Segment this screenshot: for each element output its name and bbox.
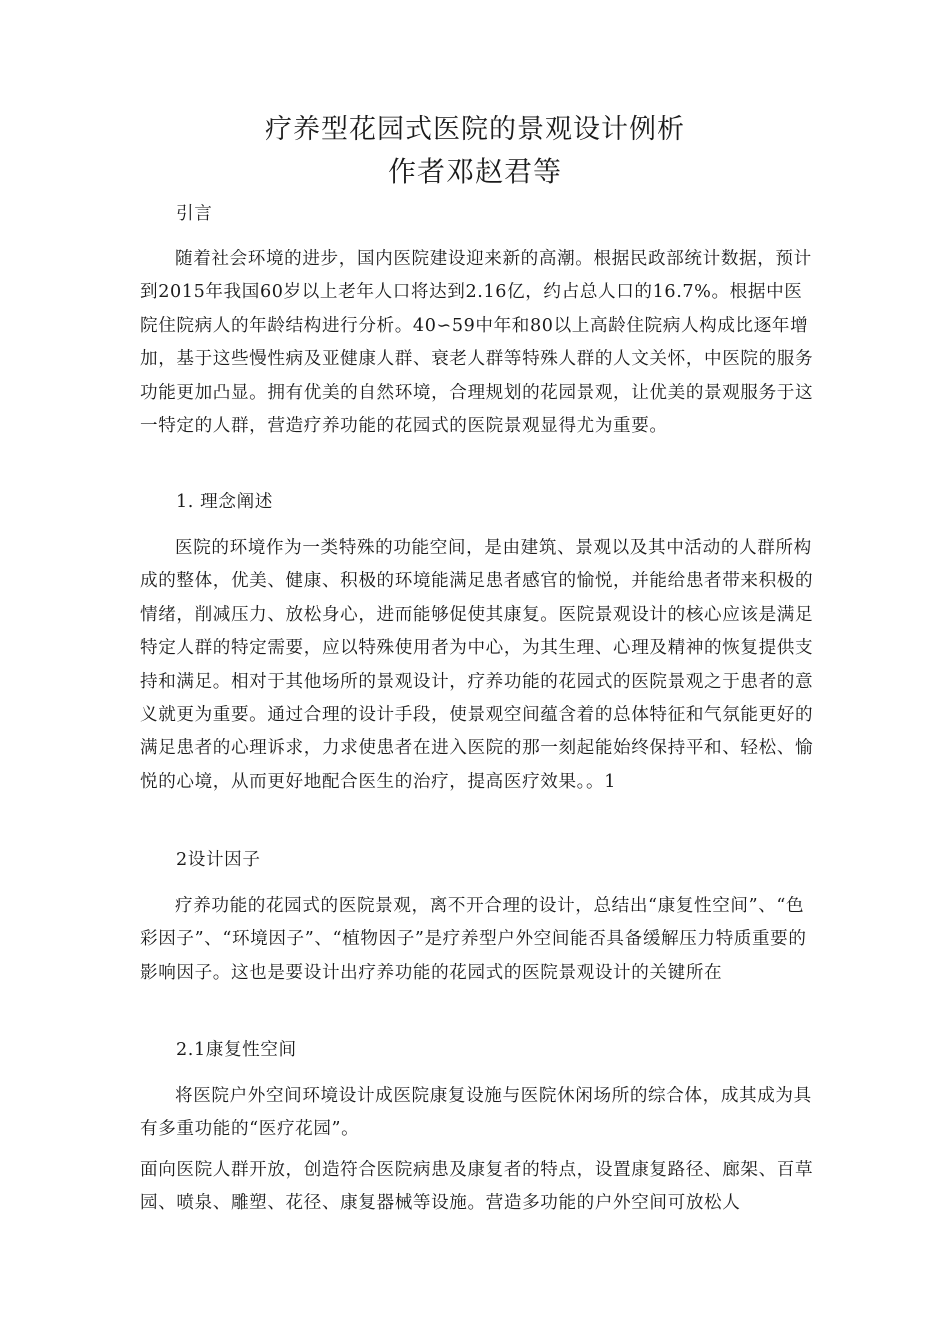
intro-heading: 引言 <box>176 204 213 224</box>
section-2-1-paragraph: 将医院户外空间环境设计成医院康复设施与医院休闲场所的综合体，成其成为具有多重功能的“医疗花园”。 <box>140 1086 812 1140</box>
section-1-heading: 1. 理念阐述 <box>176 492 273 512</box>
section-2-1-heading: 2.1康复性空间 <box>176 1040 297 1060</box>
section-2-heading: 2设计因子 <box>176 850 261 870</box>
section-1-paragraph: 医院的环境作为一类特殊的功能空间，是由建筑、景观以及其中活动的人群所构成的整体，优美、健康、积极的环境能满足患者感官的愉悦，并能给患者带来积极的情绪，削减压力、放松身心，进而能够促使其康复。医院景观设计的核心应该是满足特定人群的特定需要，应以特殊使用者为中心，为其生理、心理及精神的恢复提供支持和满足。相对于其他场所的景观设计，疗养功能的花园式的医院景观之于患者的意义就更为重要。通过合理的设计手段，使景观空间蕴含着的总体特征和气氛能更好的满足患者的心理诉求，力求使患者在进入医院的那一刻起能始终保持平和、轻松、愉悦的心境，从而更好地配合医生的治疗，提高医疗效果。。1 <box>140 538 814 792</box>
intro-paragraph: 随着社会环境的进步，国内医院建设迎来新的高潮。根据民政部统计数据，预计到2015年我国60岁以上老年人口将达到2.16亿，约占总人口的16.7%。根据中医院住院病人的年龄结构进行分析。40∽59中年和80以上高龄住院病人构成比逐年增加，基于这些慢性病及亚健康人群、衰老人群等特殊人群的人文关怀，中医院的服务功能更加凸显。拥有优美的自然环境，合理规划的花园景观，让优美的景观服务于这一特定的人群，营造疗养功能的花园式的医院景观显得尤为重要。 <box>140 249 814 437</box>
section-2-paragraph: 疗养功能的花园式的医院景观，离不开合理的设计，总结出“康复性空间”、“色彩因子”、“环境因子”、“植物因子”是疗养型户外空间能否具备缓解压力特质重要的影响因子。这也是要设计出疗养功能的花园式的医院景观设计的关键所在 <box>140 896 807 983</box>
section-2-1-paragraph-continued: 面向医院人群开放，创造符合医院病患及康复者的特点，设置康复路径、廊架、百草园、喷泉、雕塑、花径、康复器械等设施。营造多功能的户外空间可放松人 <box>140 1160 814 1214</box>
document-title: 疗养型花园式医院的景观设计例析 <box>265 114 685 145</box>
document-author: 作者邓赵君等 <box>387 155 562 188</box>
